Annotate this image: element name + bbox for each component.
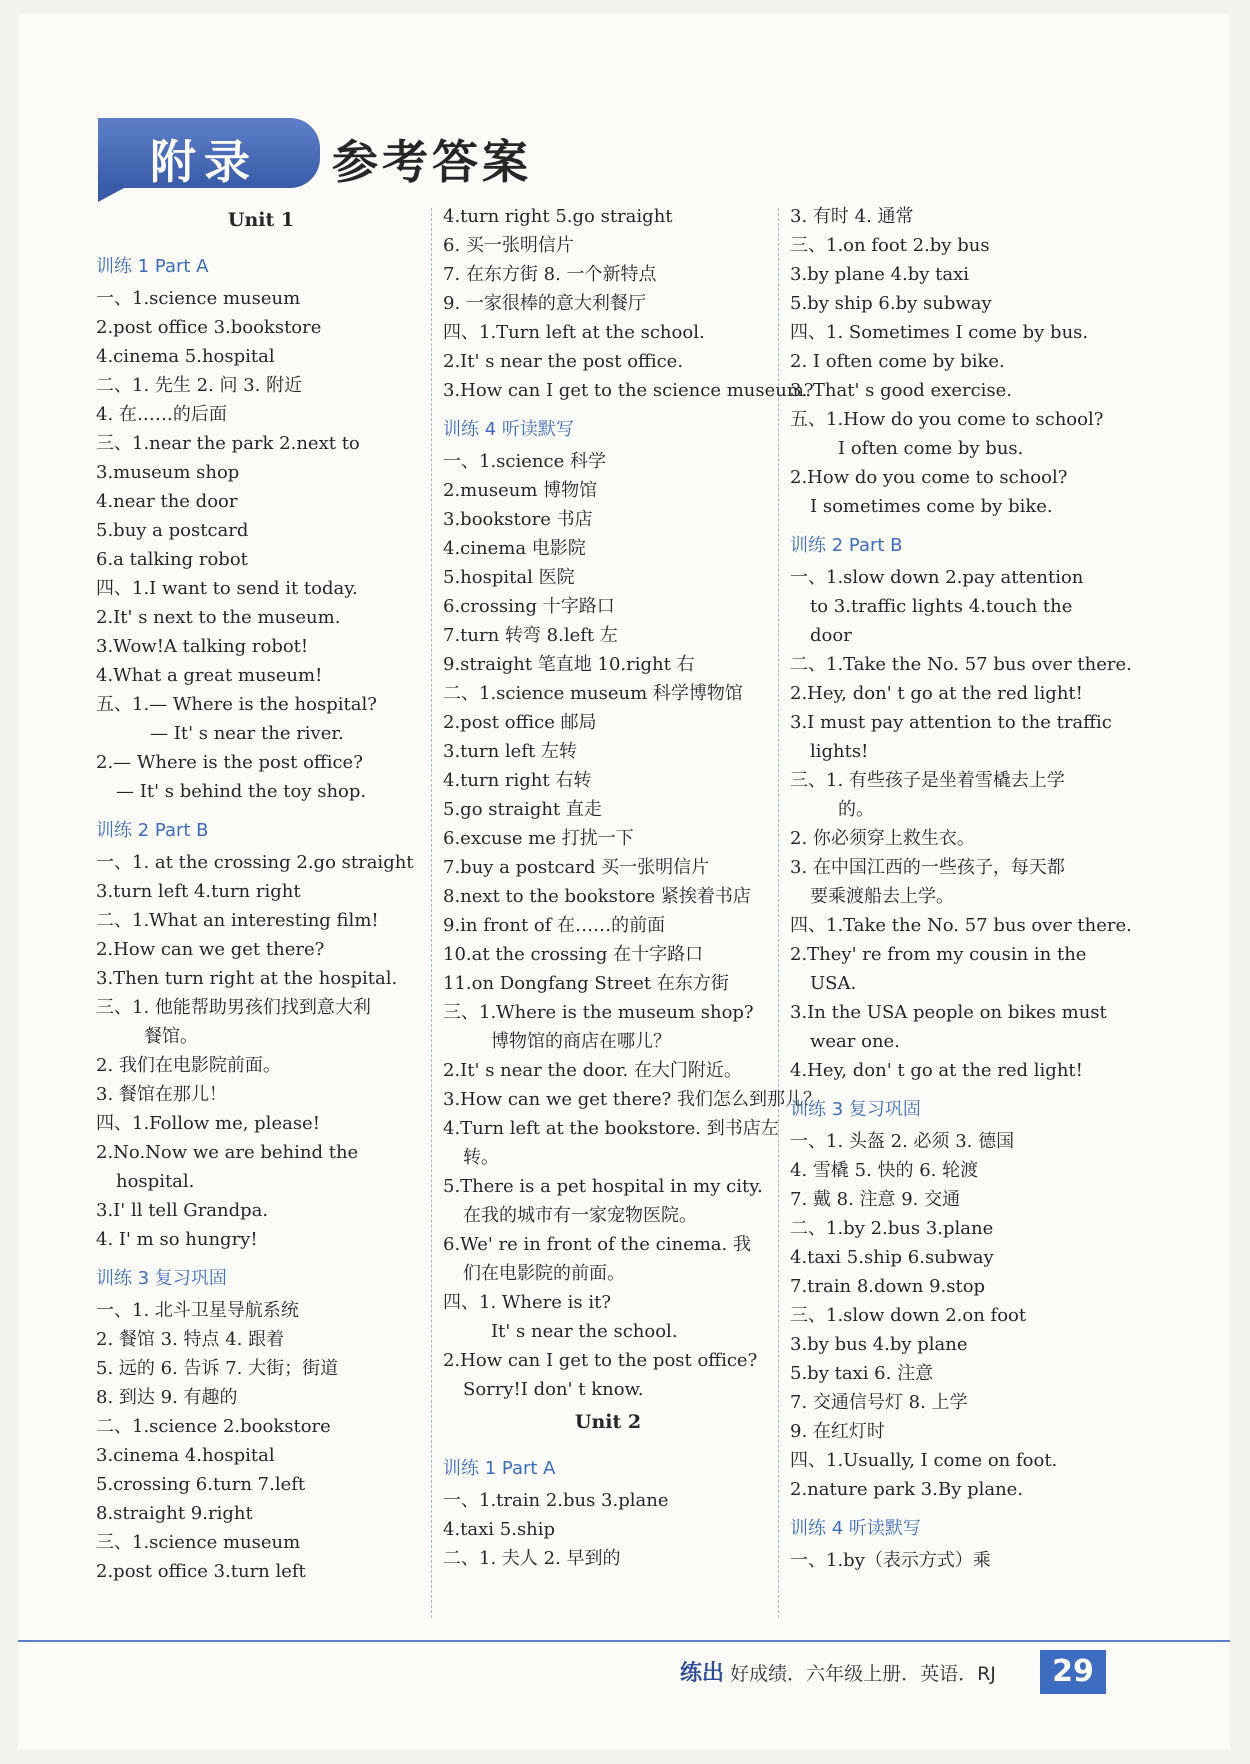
answer-line: lights! [810,741,869,762]
answer-line: I often come by bus. [838,438,1024,459]
answer-line: 2. 我们在电影院前面。 [96,1055,281,1076]
section-heading: 训练 2 Part B [790,535,903,556]
section-heading: 训练 4 听读默写 [443,419,574,440]
answer-line: 2.It' s next to the museum. [96,607,341,628]
answer-line: 3.Wow!A talking robot! [96,636,309,657]
unit-heading: Unit 1 [227,209,295,231]
answer-line: 4. I' m so hungry! [96,1229,258,1250]
answer-line: 7. 在东方街 8. 一个新特点 [443,264,657,285]
answer-line: 3.by plane 4.by taxi [790,264,970,285]
brand-logo: 练出 [680,1661,725,1686]
answer-line: 2.How do you come to school? [790,467,1068,488]
answer-line: 2. 你必须穿上救生衣。 [790,828,975,849]
answer-line: 6. 买一张明信片 [443,235,574,256]
answer-line: 4. 雪橇 5. 快的 6. 轮渡 [790,1160,979,1181]
answer-line: 2.museum 博物馆 [443,480,598,501]
answer-line: 7.buy a postcard 买一张明信片 [443,857,710,878]
answer-line: 3.I' ll tell Grandpa. [96,1200,269,1221]
answer-line: It' s near the school. [491,1321,678,1342]
answer-line: 4.cinema 电影院 [443,538,586,559]
answer-line: 3.bookstore 书店 [443,509,593,530]
answer-line: 三、1.Where is the museum shop? [443,1002,754,1023]
answer-line: 4.turn right 右转 [443,770,592,791]
answer-line: 四、1.Turn left at the school. [443,322,705,343]
appendix-badge-text: 附录 [150,135,258,189]
answer-line: 四、1. Sometimes I come by bus. [790,322,1089,343]
answer-line: 3.In the USA people on bikes must [790,1002,1107,1023]
answer-line: 3.museum shop [96,462,240,483]
answer-line: 4.cinema 5.hospital [96,346,275,367]
answer-line: 2.No.Now we are behind the [96,1142,359,1163]
answer-line: 7. 戴 8. 注意 9. 交通 [790,1189,961,1210]
answer-line: 2. 餐馆 3. 特点 4. 跟着 [96,1329,285,1350]
answer-line: 五、1.How do you come to school? [790,409,1104,430]
answer-line: 一、1.by（表示方式）乘 [790,1550,991,1571]
answer-line: 三、1. 他能帮助男孩们找到意大利 [96,997,371,1018]
answer-line: 3.Then turn right at the hospital. [96,968,398,989]
answer-line: 2.post office 3.turn left [96,1561,306,1582]
answer-line: 的。 [838,799,874,820]
answer-line: 7.train 8.down 9.stop [790,1276,986,1297]
answer-line: 4.taxi 5.ship 6.subway [790,1247,994,1268]
answer-line: 四、1.I want to send it today. [96,578,358,599]
answer-line: 6.crossing 十字路口 [443,596,615,617]
answer-line: 2. I often come by bike. [790,351,1005,372]
answer-line: 一、1.science museum [96,288,301,309]
answer-line: 们在电影院的前面。 [463,1263,625,1284]
answer-line: 四、1.Usually, I come on foot. [790,1450,1058,1471]
answer-line: 3.by bus 4.by plane [790,1334,968,1355]
section-heading: 训练 1 Part A [443,1458,556,1479]
answer-line: 3. That' s good exercise. [790,380,1013,401]
answer-line: 二、1.What an interesting film! [96,910,379,931]
answer-line: 2.It' s near the door. 在大门附近。 [443,1060,742,1081]
answer-line: 一、1.slow down 2.pay attention [790,567,1084,588]
answer-line: 3.cinema 4.hospital [96,1445,275,1466]
answer-line: 9. 在红灯时 [790,1421,885,1442]
answer-line: door [810,625,852,646]
answer-line: 3. 餐馆在那儿！ [96,1084,227,1105]
section-heading: 训练 1 Part A [96,256,209,277]
answer-line: 2.Hey, don' t go at the red light! [790,683,1083,704]
answer-line: 3.I must pay attention to the traffic [790,712,1112,733]
badge-tail [98,188,124,202]
footer-rule [18,1640,1230,1642]
answer-line: 2.post office 邮局 [443,712,597,733]
answer-line: 要乘渡船去上学。 [810,886,954,907]
answer-line: 三、1.on foot 2.by bus [790,235,990,256]
answer-line: 5.buy a postcard [96,520,249,541]
answer-line: 三、1.near the park 2.next to [96,433,360,454]
answer-line: 四、1.Follow me, please! [96,1113,320,1134]
column-2 [443,202,821,1573]
answer-line: 6.We' re in front of the cinema. 我 [443,1234,751,1255]
answer-line: 一、1.science 科学 [443,451,606,472]
answer-line: 博物馆的商店在哪儿？ [491,1031,671,1052]
answer-line: 3. 在中国江西的一些孩子，每天都 [790,857,1065,878]
answer-line: 4.Hey, don' t go at the red light! [790,1060,1083,1081]
answer-line: 一、1.train 2.bus 3.plane [443,1490,669,1511]
answer-line: 5.hospital 医院 [443,567,575,588]
answer-line: 8. 到达 9. 有趣的 [96,1387,238,1408]
answer-line: 3. 有时 4. 通常 [790,206,914,227]
answer-line: 4.Turn left at the bookstore. 到书店左 [443,1118,779,1139]
answer-line: 9.straight 笔直地 10.right 右 [443,654,695,675]
answer-line: 转。 [463,1147,499,1168]
answer-line: 餐馆。 [144,1026,198,1047]
answer-line: 三、1.slow down 2.on foot [790,1305,1027,1326]
answer-line: 9. 一家很棒的意大利餐厅 [443,293,646,314]
answer-line: I sometimes come by bike. [810,496,1053,517]
answer-line: 五、1.— Where is the hospital? [96,694,377,715]
answer-line: 一、1. at the crossing 2.go straight [96,852,414,873]
answer-line: 3.How can we get there? 我们怎么到那儿？ [443,1089,821,1110]
column-divider [778,208,779,1618]
answer-line: 2.It' s near the post office. [443,351,684,372]
footer-text: 好成绩．六年级上册．英语．RJ [730,1663,996,1685]
answer-line: 二、1. 先生 2. 问 3. 附近 [96,375,303,396]
answer-line: 二、1. 夫人 2. 早到的 [443,1548,621,1569]
answer-line: 8.next to the bookstore 紧挨着书店 [443,886,751,907]
answer-line: 一、1. 头盔 2. 必须 3. 德国 [790,1131,1015,1152]
answer-line: 2.— Where is the post office? [96,752,363,773]
answer-line: 一、1. 北斗卫星导航系统 [96,1300,299,1321]
answer-line: 5. 远的 6. 告诉 7. 大街；街道 [96,1358,339,1379]
column-divider [431,208,432,1618]
answer-line: 二、1.Take the No. 57 bus over there. [790,654,1132,675]
answer-line: 5.by taxi 6. 注意 [790,1363,934,1384]
answer-line: 5.go straight 直走 [443,799,602,820]
section-heading: 训练 3 复习巩固 [790,1099,921,1120]
answer-line: 二、1.science 2.bookstore [96,1416,331,1437]
answer-line: 5.There is a pet hospital in my city. [443,1176,763,1197]
section-heading: 训练 2 Part B [96,820,209,841]
answer-line: 3.turn left 4.turn right [96,881,301,902]
answer-line: 5.by ship 6.by subway [790,293,992,314]
answer-line: 2.How can I get to the post office? [443,1350,758,1371]
section-heading: 训练 4 听读默写 [790,1518,921,1539]
answer-line: 4.taxi 5.ship [443,1519,556,1540]
answer-line: 10.at the crossing 在十字路口 [443,944,704,965]
answer-line: USA. [810,973,857,994]
answer-line: Sorry!I don' t know. [463,1379,644,1400]
answer-line: 5.crossing 6.turn 7.left [96,1474,306,1495]
column-3 [790,202,1132,1575]
answer-line: hospital. [116,1171,195,1192]
answer-line: 在我的城市有一家宠物医院。 [463,1205,697,1226]
answer-line: 三、1. 有些孩子是坐着雪橇去上学 [790,770,1065,791]
answer-line: 9.in front of 在……的前面 [443,915,666,936]
answer-line: 四、1.Take the No. 57 bus over there. [790,915,1132,936]
answer-line: 3.How can I get to the science museum? [443,380,814,401]
page-number: 29 [1040,1650,1106,1694]
answer-line: wear one. [810,1031,900,1052]
section-heading: 训练 3 复习巩固 [96,1268,227,1289]
answer-line: to 3.traffic lights 4.touch the [810,596,1073,617]
page-title: 参考答案 [332,135,532,189]
answer-line: 四、1. Where is it? [443,1292,611,1313]
answer-line: 2.They' re from my cousin in the [790,944,1087,965]
answer-line: 7. 交通信号灯 8. 上学 [790,1392,968,1413]
answer-line: 4.What a great museum! [96,665,323,686]
column-1 [96,202,426,1586]
answer-line: 8.straight 9.right [96,1503,253,1524]
answer-line: — It' s near the river. [150,723,344,744]
answer-line: 4. 在……的后面 [96,404,227,425]
answer-line: 3.turn left 左转 [443,741,577,762]
answer-line: 4.turn right 5.go straight [443,206,673,227]
answer-line: 6.excuse me 打扰一下 [443,828,634,849]
footer [680,1656,996,1687]
answer-line: 二、1.by 2.bus 3.plane [790,1218,994,1239]
answer-line: 11.on Dongfang Street 在东方街 [443,973,729,994]
answer-line: 二、1.science museum 科学博物馆 [443,683,743,704]
answer-line: 7.turn 转弯 8.left 左 [443,625,618,646]
answer-line: 2.nature park 3.By plane. [790,1479,1024,1500]
unit-heading: Unit 2 [574,1411,642,1433]
answer-line: — It' s behind the toy shop. [116,781,367,802]
answer-line: 2.How can we get there? [96,939,325,960]
answer-line: 2.post office 3.bookstore [96,317,322,338]
answer-line: 6.a talking robot [96,549,248,570]
answer-line: 三、1.science museum [96,1532,301,1553]
answer-line: 4.near the door [96,491,238,512]
